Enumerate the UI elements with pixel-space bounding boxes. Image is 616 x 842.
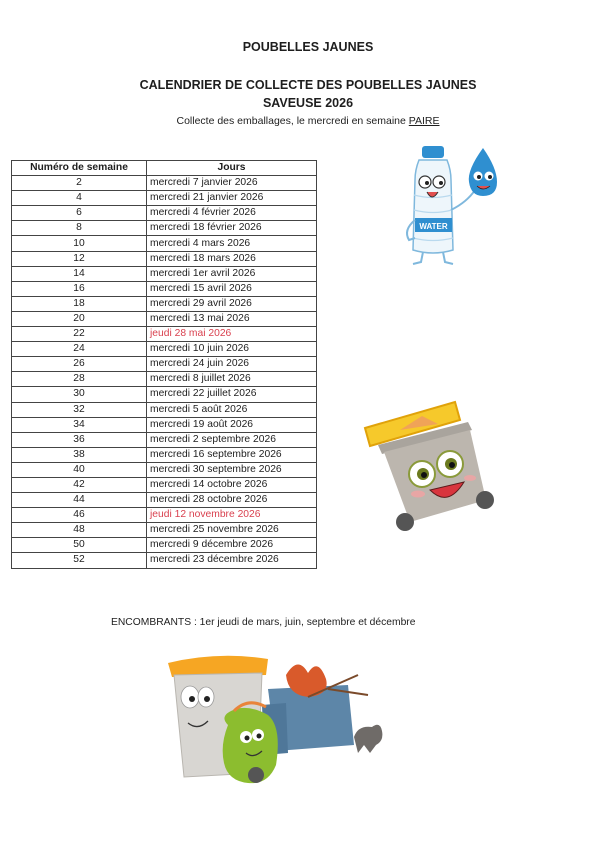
table-row — [12, 296, 317, 311]
week-number-cell: 6 — [12, 206, 147, 221]
table-row — [12, 266, 317, 281]
collection-day-cell: mercredi 7 janvier 2026 — [147, 176, 317, 191]
collection-day-cell: mercredi 23 décembre 2026 — [147, 553, 317, 568]
table-row — [12, 402, 317, 417]
week-number-cell: 50 — [12, 538, 147, 553]
city-year-title: SAVEUSE 2026 — [262, 96, 354, 110]
table-row — [12, 372, 317, 387]
table-row — [12, 327, 317, 342]
table-row — [12, 311, 317, 326]
collection-day-cell: mercredi 24 juin 2026 — [147, 357, 317, 372]
table-row — [12, 191, 317, 206]
table-row — [12, 236, 317, 251]
collection-day-cell: mercredi 9 décembre 2026 — [147, 538, 317, 553]
week-number-cell: 48 — [12, 523, 147, 538]
week-number-cell: 28 — [12, 372, 147, 387]
week-number-cell: 40 — [12, 462, 147, 477]
collection-day-cell: mercredi 21 janvier 2026 — [147, 191, 317, 206]
calendar-title: CALENDRIER DE COLLECTE DES POUBELLES JAUNES — [139, 78, 477, 92]
bottle-eye-right — [433, 176, 445, 188]
table-body — [12, 176, 317, 568]
table-row — [12, 281, 317, 296]
week-number-cell: 24 — [12, 342, 147, 357]
table-row — [12, 432, 317, 447]
collection-day-cell: mercredi 14 octobre 2026 — [147, 477, 317, 492]
bulky-waste-illustration — [158, 645, 398, 785]
collection-day-cell: mercredi 8 juillet 2026 — [147, 372, 317, 387]
bottle-cap — [422, 146, 444, 158]
collection-day-cell: mercredi 4 mars 2026 — [147, 236, 317, 251]
table-row — [12, 342, 317, 357]
subtitle-emphasis: PAIRE — [408, 115, 440, 127]
bin-wheel-right — [476, 491, 494, 509]
table-row — [12, 357, 317, 372]
week-number-cell: 46 — [12, 508, 147, 523]
collection-day-cell: mercredi 22 juillet 2026 — [147, 387, 317, 402]
week-number-cell: 18 — [12, 296, 147, 311]
collection-day-cell: mercredi 29 avril 2026 — [147, 296, 317, 311]
table-row — [12, 387, 317, 402]
table-row — [12, 462, 317, 477]
week-number-cell: 34 — [12, 417, 147, 432]
week-number-cell: 30 — [12, 387, 147, 402]
collection-schedule-table — [11, 160, 317, 569]
recycling-bin-mascot-illustration — [360, 390, 505, 535]
collection-day-cell: mercredi 28 octobre 2026 — [147, 493, 317, 508]
week-number-cell: 44 — [12, 493, 147, 508]
week-number-cell: 22 — [12, 327, 147, 342]
week-number-cell: 10 — [12, 236, 147, 251]
week-number-cell: 52 — [12, 553, 147, 568]
week-number-cell: 12 — [12, 251, 147, 266]
collection-day-cell: mercredi 2 septembre 2026 — [147, 432, 317, 447]
table-row — [12, 176, 317, 191]
table-row — [12, 493, 317, 508]
collection-day-cell: mercredi 19 août 2026 — [147, 417, 317, 432]
collection-day-cell: mercredi 10 juin 2026 — [147, 342, 317, 357]
table-row — [12, 523, 317, 538]
subtitle — [0, 115, 616, 127]
week-number-cell: 42 — [12, 477, 147, 492]
table-row — [12, 477, 317, 492]
week-number-cell: 26 — [12, 357, 147, 372]
collection-day-cell-changed: jeudi 12 novembre 2026 — [147, 508, 317, 523]
table-row — [12, 221, 317, 236]
collection-day-cell: mercredi 18 mars 2026 — [147, 251, 317, 266]
collection-day-cell: mercredi 1er avril 2026 — [147, 266, 317, 281]
encombrants-note: ENCOMBRANTS : 1er jeudi de mars, juin, septembre et décembre — [111, 617, 416, 628]
table-row — [12, 538, 317, 553]
week-number-cell: 4 — [12, 191, 147, 206]
water-bottle-mascot-illustration — [385, 140, 515, 268]
column-header-week: Numéro de semaine — [12, 161, 147, 176]
collection-day-cell: mercredi 25 novembre 2026 — [147, 523, 317, 538]
week-number-cell: 36 — [12, 432, 147, 447]
collection-day-cell: mercredi 4 février 2026 — [147, 206, 317, 221]
collection-day-cell: mercredi 18 février 2026 — [147, 221, 317, 236]
week-number-cell: 16 — [12, 281, 147, 296]
week-number-cell: 38 — [12, 447, 147, 462]
week-number-cell: 8 — [12, 221, 147, 236]
bottle-eye-left — [419, 176, 431, 188]
week-number-cell: 20 — [12, 311, 147, 326]
table-header-row — [12, 161, 317, 176]
table-row — [12, 251, 317, 266]
week-number-cell: 14 — [12, 266, 147, 281]
week-number-cell: 32 — [12, 402, 147, 417]
table-row — [12, 553, 317, 568]
collection-day-cell-changed: jeudi 28 mai 2026 — [147, 327, 317, 342]
table-row — [12, 447, 317, 462]
collection-day-cell: mercredi 30 septembre 2026 — [147, 462, 317, 477]
collection-day-cell: mercredi 13 mai 2026 — [147, 311, 317, 326]
collection-day-cell: mercredi 5 août 2026 — [147, 402, 317, 417]
table-row — [12, 206, 317, 221]
subtitle-text: Collecte des emballages, le mercredi en semaine — [176, 115, 409, 127]
collection-day-cell: mercredi 15 avril 2026 — [147, 281, 317, 296]
bin-wheel-left — [396, 513, 414, 531]
collection-day-cell: mercredi 16 septembre 2026 — [147, 447, 317, 462]
week-number-cell: 2 — [12, 176, 147, 191]
table-row — [12, 417, 317, 432]
document-title: POUBELLES JAUNES — [242, 40, 374, 54]
water-label-text: WATER — [419, 222, 448, 231]
table-row — [12, 508, 317, 523]
column-header-days: Jours — [147, 161, 317, 176]
grey-cat — [354, 725, 382, 753]
